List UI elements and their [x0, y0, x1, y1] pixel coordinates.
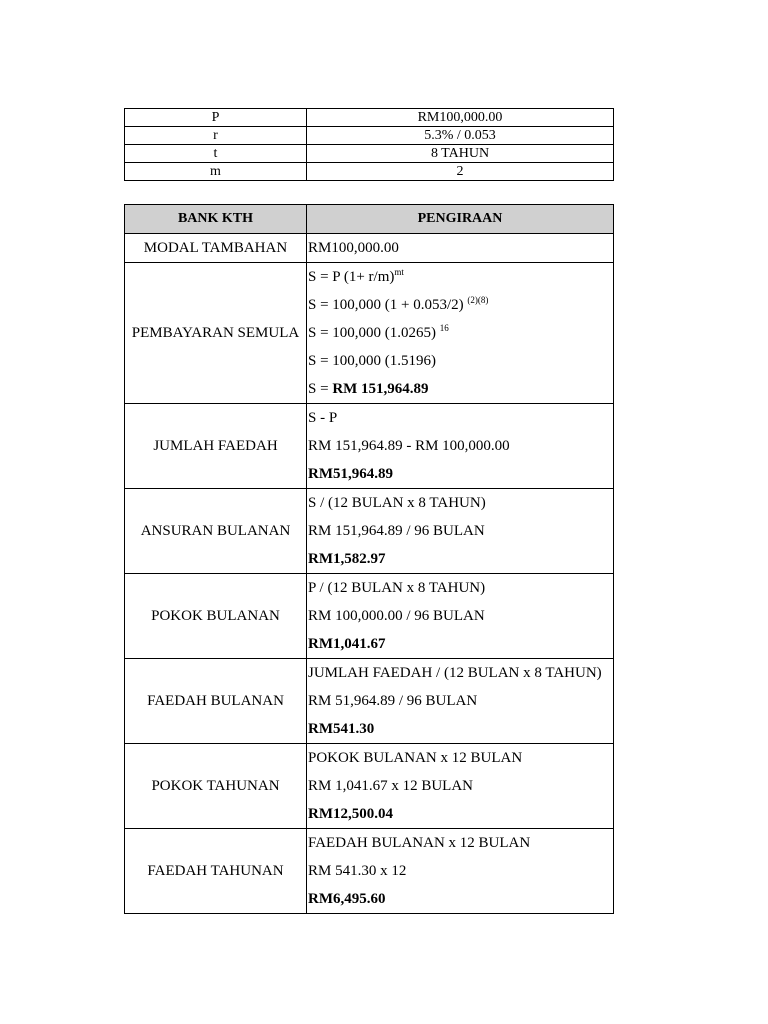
calc-line: RM 151,964.89 / 96 BULAN [308, 523, 485, 539]
row-calc-pokok-bulanan [307, 574, 614, 659]
parameters-table [124, 108, 614, 181]
row-calc-jumlah-faedah [307, 404, 614, 489]
table-row [125, 489, 614, 574]
calculation-table [124, 204, 614, 914]
formula-text: S = P (1+ r/m) [308, 269, 395, 285]
table-row [125, 829, 614, 914]
row-calc-ansuran-bulanan [307, 489, 614, 574]
calc-line: S = 100,000 (1.5196) [308, 353, 437, 369]
calc-line: P / (12 BULAN x 8 TAHUN) [308, 580, 486, 596]
row-label-faedah-tahunan: FAEDAH TAHUNAN [125, 829, 307, 914]
row-calc-pembayaran-semula [307, 263, 614, 404]
calc-line: RM 1,041.67 x 12 BULAN [308, 778, 474, 794]
table-row [125, 744, 614, 829]
column-header-bank: BANK KTH [125, 205, 307, 234]
calc-line: S / (12 BULAN x 8 TAHUN) [308, 495, 486, 511]
row-calc-modal-tambahan [307, 234, 614, 263]
column-header-pengiraan: PENGIRAAN [307, 205, 614, 234]
result-value: RM1,582.97 [308, 551, 386, 567]
table-row [125, 234, 614, 263]
result-value: RM6,495.60 [308, 891, 386, 907]
calc-line: FAEDAH BULANAN x 12 BULAN [308, 835, 531, 851]
formula-text: S = 100,000 (1.0265) [308, 325, 440, 341]
table-row [125, 404, 614, 489]
table-row [125, 263, 614, 404]
param-label: P [125, 109, 307, 127]
calc-line [307, 263, 613, 291]
calc-line: JUMLAH FAEDAH / (12 BULAN x 8 TAHUN) [308, 665, 602, 681]
param-value: RM100,000.00 [307, 109, 614, 127]
calc-line: RM 541.30 x 12 [308, 863, 407, 879]
row-label-faedah-bulanan: FAEDAH BULANAN [125, 659, 307, 744]
calc-line [307, 291, 613, 319]
table-header-row [125, 205, 614, 234]
row-label-pembayaran-semula: PEMBAYARAN SEMULA [125, 263, 307, 404]
row-label-ansuran-bulanan: ANSURAN BULANAN [125, 489, 307, 574]
calc-line: S - P [308, 410, 338, 426]
calc-line: RM 100,000.00 / 96 BULAN [308, 608, 485, 624]
param-label: r [125, 127, 307, 145]
row-label-jumlah-faedah: JUMLAH FAEDAH [125, 404, 307, 489]
row-label-pokok-tahunan: POKOK TAHUNAN [125, 744, 307, 829]
table-row [125, 127, 614, 145]
calc-line [307, 715, 613, 743]
param-label: m [125, 163, 307, 181]
formula-exponent: mt [394, 267, 404, 277]
param-value: 2 [307, 163, 614, 181]
row-calc-faedah-tahunan [307, 829, 614, 914]
table-row [125, 109, 614, 127]
result-value: RM12,500.04 [308, 806, 393, 822]
formula-exponent: (2)(8) [467, 295, 489, 305]
table-row [125, 574, 614, 659]
calc-line [307, 800, 613, 828]
calc-line [307, 630, 613, 658]
param-value: 5.3% / 0.053 [307, 127, 614, 145]
result-value: RM 151,964.89 [332, 381, 429, 397]
table-row [125, 145, 614, 163]
calc-line: RM 51,964.89 / 96 BULAN [308, 693, 478, 709]
table-row [125, 659, 614, 744]
calc-line [307, 375, 613, 403]
row-calc-pokok-tahunan [307, 744, 614, 829]
result-value: RM541.30 [308, 721, 375, 737]
param-label: t [125, 145, 307, 163]
row-label-modal-tambahan: MODAL TAMBAHAN [125, 234, 307, 263]
calc-line: POKOK BULANAN x 12 BULAN [308, 750, 523, 766]
row-calc-faedah-bulanan [307, 659, 614, 744]
result-value: RM51,964.89 [308, 466, 393, 482]
row-label-pokok-bulanan: POKOK BULANAN [125, 574, 307, 659]
formula-text: S = [308, 381, 333, 397]
calc-line: RM 151,964.89 - RM 100,000.00 [308, 438, 510, 454]
calc-line [307, 545, 613, 573]
calc-line [307, 460, 613, 488]
formula-exponent: 16 [439, 323, 449, 333]
calc-line [307, 319, 613, 347]
table-row [125, 163, 614, 181]
result-value: RM1,041.67 [308, 636, 386, 652]
calc-line [307, 885, 613, 913]
formula-text: S = 100,000 (1 + 0.053/2) [308, 297, 468, 313]
calc-line: RM100,000.00 [308, 240, 399, 256]
param-value: 8 TAHUN [307, 145, 614, 163]
